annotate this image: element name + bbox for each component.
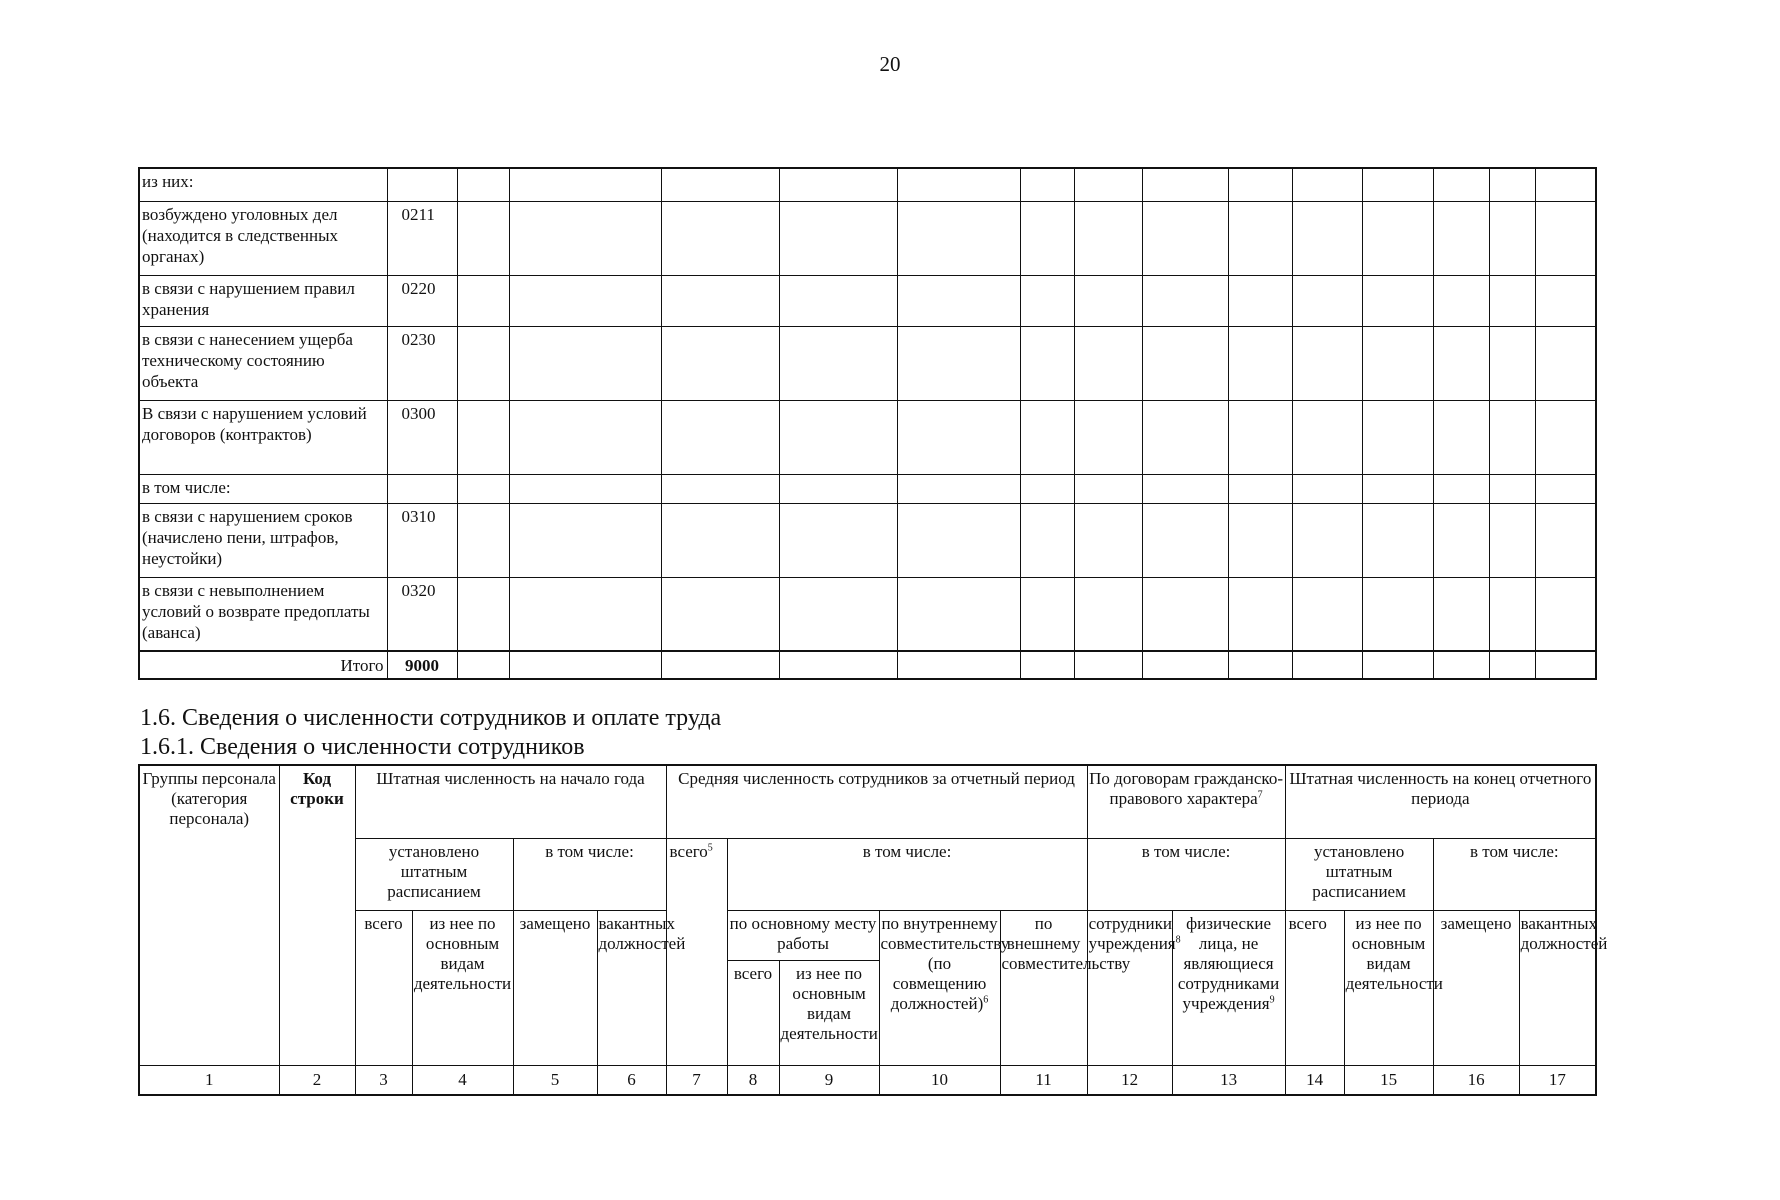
- empty-cell: [661, 400, 779, 474]
- header-total-end: всего: [1285, 910, 1344, 1065]
- header-filled-end: замещено: [1433, 910, 1519, 1065]
- staff-numbers-table: [138, 764, 1608, 1096]
- empty-cell: [661, 201, 779, 275]
- empty-cell: [779, 168, 897, 201]
- empty-cell: [1362, 201, 1433, 275]
- empty-cell: [1535, 651, 1596, 679]
- row-code: 0211: [387, 201, 457, 275]
- empty-cell: [1228, 168, 1292, 201]
- empty-cell: [661, 275, 779, 326]
- empty-cell: [1489, 275, 1535, 326]
- column-number: 7: [666, 1065, 727, 1095]
- empty-cell: [1362, 474, 1433, 503]
- row-code: 0310: [387, 503, 457, 577]
- header-average-total: всего$^5$: [666, 838, 727, 1065]
- header-civil-contracts: По договорам гражданско-правового характера$^7$: [1087, 765, 1285, 838]
- table-row: [139, 503, 1596, 577]
- violations-table-body: [139, 168, 1596, 679]
- empty-cell: [1292, 168, 1362, 201]
- column-number: 16: [1433, 1065, 1519, 1095]
- column-number: 12: [1087, 1065, 1172, 1095]
- header-main-place-total: всего: [727, 960, 779, 1065]
- empty-cell: [1020, 400, 1074, 474]
- subsection-title: 1.6.1. Сведения о численности сотрудников: [140, 734, 585, 760]
- header-staff-end: Штатная численность на конец отчетного периода: [1285, 765, 1596, 838]
- empty-cell: [897, 326, 1020, 400]
- header-filled-start: замещено: [513, 910, 597, 1065]
- header-average-staff: Средняя численность сотрудников за отчетный период: [666, 765, 1087, 838]
- empty-cell: [457, 275, 509, 326]
- empty-cell: [1489, 400, 1535, 474]
- empty-cell: [1433, 400, 1489, 474]
- empty-cell: [1535, 577, 1596, 651]
- empty-cell: [1074, 326, 1142, 400]
- empty-cell: [457, 474, 509, 503]
- empty-cell: [1292, 275, 1362, 326]
- column-number: 14: [1285, 1065, 1344, 1095]
- row-label: в связи с нанесением ущерба техническому состоянию объекта: [139, 326, 387, 400]
- column-number: 4: [412, 1065, 513, 1095]
- header-including-start: в том числе:: [513, 838, 666, 910]
- column-number: 8: [727, 1065, 779, 1095]
- footnote-mark: 8: [1175, 933, 1181, 945]
- row-code: 0230: [387, 326, 457, 400]
- empty-cell: [1074, 400, 1142, 474]
- row-code: 0300: [387, 400, 457, 474]
- column-number: 6: [597, 1065, 666, 1095]
- empty-cell: [1535, 275, 1596, 326]
- empty-cell: [1433, 577, 1489, 651]
- empty-cell: [1020, 503, 1074, 577]
- empty-cell: [509, 474, 661, 503]
- empty-cell: [509, 503, 661, 577]
- header-vacant-end: вакантных должностей: [1519, 910, 1596, 1065]
- header-average-including: в том числе:: [727, 838, 1087, 910]
- empty-cell: [1535, 326, 1596, 400]
- empty-cell: [1362, 503, 1433, 577]
- empty-cell: [457, 326, 509, 400]
- empty-cell: [661, 474, 779, 503]
- violations-table: [138, 167, 1597, 680]
- empty-cell: [1020, 201, 1074, 275]
- column-number: 13: [1172, 1065, 1285, 1095]
- header-established-end: установлено штатным расписанием: [1285, 838, 1433, 910]
- empty-cell: [779, 400, 897, 474]
- empty-cell: [457, 168, 509, 201]
- empty-cell: [1020, 168, 1074, 201]
- empty-cell: [779, 651, 897, 679]
- column-number: 1: [139, 1065, 279, 1095]
- empty-cell: [1020, 275, 1074, 326]
- footnote-mark: 6: [983, 993, 989, 1005]
- empty-cell: [1292, 400, 1362, 474]
- footnote-mark: 7: [1257, 789, 1263, 801]
- empty-cell: [1535, 168, 1596, 201]
- table-row: [139, 201, 1596, 275]
- empty-cell: [1292, 577, 1362, 651]
- empty-cell: [779, 275, 897, 326]
- column-number: 11: [1000, 1065, 1087, 1095]
- empty-cell: [1228, 201, 1292, 275]
- total-code: 9000: [387, 651, 457, 679]
- empty-cell: [897, 503, 1020, 577]
- empty-cell: [1292, 503, 1362, 577]
- empty-cell: [509, 275, 661, 326]
- empty-cell: [1433, 503, 1489, 577]
- table-row: [139, 400, 1596, 474]
- empty-cell: [1433, 651, 1489, 679]
- header-main-place-of-main: из нее по основным видам деятельности: [779, 960, 879, 1065]
- empty-cell: [1228, 326, 1292, 400]
- empty-cell: [1489, 651, 1535, 679]
- header-of-main-start: из нее по основным видам деятельности: [412, 910, 513, 1065]
- row-label: в том числе:: [139, 474, 387, 503]
- footnote-mark: 9: [1269, 993, 1275, 1005]
- column-numbers-row: [139, 1065, 1596, 1095]
- empty-cell: [1074, 275, 1142, 326]
- table-row: [139, 326, 1596, 400]
- row-code: [387, 474, 457, 503]
- header-established-start: установлено штатным расписанием: [355, 838, 513, 910]
- empty-cell: [509, 577, 661, 651]
- empty-cell: [1535, 400, 1596, 474]
- empty-cell: [1292, 474, 1362, 503]
- empty-cell: [779, 326, 897, 400]
- total-row: [139, 651, 1596, 679]
- column-number: 10: [879, 1065, 1000, 1095]
- total-label: Итого: [139, 651, 387, 679]
- empty-cell: [897, 168, 1020, 201]
- header-vacant-start: вакантных должностей: [597, 910, 666, 1065]
- empty-cell: [457, 503, 509, 577]
- row-code: 0220: [387, 275, 457, 326]
- row-label: в связи с невыполнением условий о возврате предоплаты (аванса): [139, 577, 387, 651]
- empty-cell: [1142, 275, 1228, 326]
- empty-cell: [1228, 503, 1292, 577]
- empty-cell: [1292, 326, 1362, 400]
- empty-cell: [1074, 474, 1142, 503]
- empty-cell: [1489, 168, 1535, 201]
- empty-cell: [779, 474, 897, 503]
- column-number: 3: [355, 1065, 412, 1095]
- empty-cell: [1489, 577, 1535, 651]
- header-external-combination: по внешнему совместительству: [1000, 910, 1087, 1065]
- table-row: [139, 474, 1596, 503]
- empty-cell: [1228, 651, 1292, 679]
- row-label: в связи с нарушением сроков (начислено пени, штрафов, неустойки): [139, 503, 387, 577]
- empty-cell: [509, 201, 661, 275]
- empty-cell: [779, 503, 897, 577]
- empty-cell: [509, 651, 661, 679]
- empty-cell: [897, 275, 1020, 326]
- empty-cell: [1362, 577, 1433, 651]
- empty-cell: [457, 400, 509, 474]
- empty-cell: [661, 651, 779, 679]
- header-including-end: в том числе:: [1433, 838, 1596, 910]
- empty-cell: [1489, 326, 1535, 400]
- empty-cell: [1142, 400, 1228, 474]
- header-employees: сотрудники учреждения$^8$: [1087, 910, 1172, 1065]
- column-number: 9: [779, 1065, 879, 1095]
- empty-cell: [779, 577, 897, 651]
- empty-cell: [457, 651, 509, 679]
- empty-cell: [1228, 275, 1292, 326]
- empty-cell: [1074, 577, 1142, 651]
- empty-cell: [1142, 326, 1228, 400]
- empty-cell: [1292, 651, 1362, 679]
- row-code: 0320: [387, 577, 457, 651]
- empty-cell: [1142, 651, 1228, 679]
- row-label: возбуждено уголовных дел (находится в следственных органах): [139, 201, 387, 275]
- empty-cell: [1074, 503, 1142, 577]
- row-label: в связи с нарушением правил хранения: [139, 275, 387, 326]
- empty-cell: [1142, 503, 1228, 577]
- empty-cell: [1362, 275, 1433, 326]
- empty-cell: [1142, 577, 1228, 651]
- empty-cell: [661, 503, 779, 577]
- empty-cell: [661, 577, 779, 651]
- row-label: В связи с нарушением условий договоров (контрактов): [139, 400, 387, 474]
- row-label: из них:: [139, 168, 387, 201]
- empty-cell: [1535, 503, 1596, 577]
- empty-cell: [1535, 201, 1596, 275]
- empty-cell: [1362, 168, 1433, 201]
- column-number: 17: [1519, 1065, 1596, 1095]
- empty-cell: [509, 400, 661, 474]
- empty-cell: [1489, 503, 1535, 577]
- empty-cell: [1020, 326, 1074, 400]
- empty-cell: [1292, 201, 1362, 275]
- empty-cell: [1362, 400, 1433, 474]
- empty-cell: [1228, 400, 1292, 474]
- header-internal-combination: по внутреннему совместительству (по совмещению должностей)$^6$: [879, 910, 1000, 1065]
- empty-cell: [661, 168, 779, 201]
- empty-cell: [1433, 326, 1489, 400]
- empty-cell: [1535, 474, 1596, 503]
- empty-cell: [457, 577, 509, 651]
- header-total-start: всего: [355, 910, 412, 1065]
- empty-cell: [509, 168, 661, 201]
- empty-cell: [1074, 168, 1142, 201]
- empty-cell: [1362, 326, 1433, 400]
- empty-cell: [1433, 201, 1489, 275]
- empty-cell: [457, 201, 509, 275]
- empty-cell: [661, 326, 779, 400]
- empty-cell: [1142, 201, 1228, 275]
- row-code: [387, 168, 457, 201]
- empty-cell: [1489, 474, 1535, 503]
- empty-cell: [897, 577, 1020, 651]
- empty-cell: [1433, 474, 1489, 503]
- empty-cell: [1433, 168, 1489, 201]
- empty-cell: [779, 201, 897, 275]
- empty-cell: [1228, 577, 1292, 651]
- header-staff-start: Штатная численность на начало года: [355, 765, 666, 838]
- header-personnel-groups: Группы персонала (категория персонала): [139, 765, 279, 1065]
- empty-cell: [1142, 474, 1228, 503]
- empty-cell: [1020, 474, 1074, 503]
- header-main-place: по основному месту работы: [727, 910, 879, 960]
- table-row: [139, 168, 1596, 201]
- footnote-mark: 5: [707, 841, 713, 853]
- empty-cell: [897, 400, 1020, 474]
- empty-cell: [1362, 651, 1433, 679]
- empty-cell: [897, 474, 1020, 503]
- column-number: 5: [513, 1065, 597, 1095]
- column-number: 15: [1344, 1065, 1433, 1095]
- header-line-code: Код строки: [279, 765, 355, 1065]
- header-civil-including: в том числе:: [1087, 838, 1285, 910]
- header-individuals: физические лица, не являющиеся сотрудниками учреждения$^9$: [1172, 910, 1285, 1065]
- empty-cell: [897, 201, 1020, 275]
- section-title: 1.6. Сведения о численности сотрудников и оплате труда: [140, 705, 722, 731]
- empty-cell: [1074, 651, 1142, 679]
- page-number: 20: [879, 52, 901, 76]
- empty-cell: [1489, 201, 1535, 275]
- empty-cell: [1228, 474, 1292, 503]
- empty-cell: [1020, 577, 1074, 651]
- header-of-main-end: из нее по основным видам деятельности: [1344, 910, 1433, 1065]
- empty-cell: [1433, 275, 1489, 326]
- empty-cell: [897, 651, 1020, 679]
- empty-cell: [1020, 651, 1074, 679]
- column-number: 2: [279, 1065, 355, 1095]
- empty-cell: [1074, 201, 1142, 275]
- empty-cell: [1142, 168, 1228, 201]
- empty-cell: [509, 326, 661, 400]
- table-row: [139, 577, 1596, 651]
- table-row: [139, 275, 1596, 326]
